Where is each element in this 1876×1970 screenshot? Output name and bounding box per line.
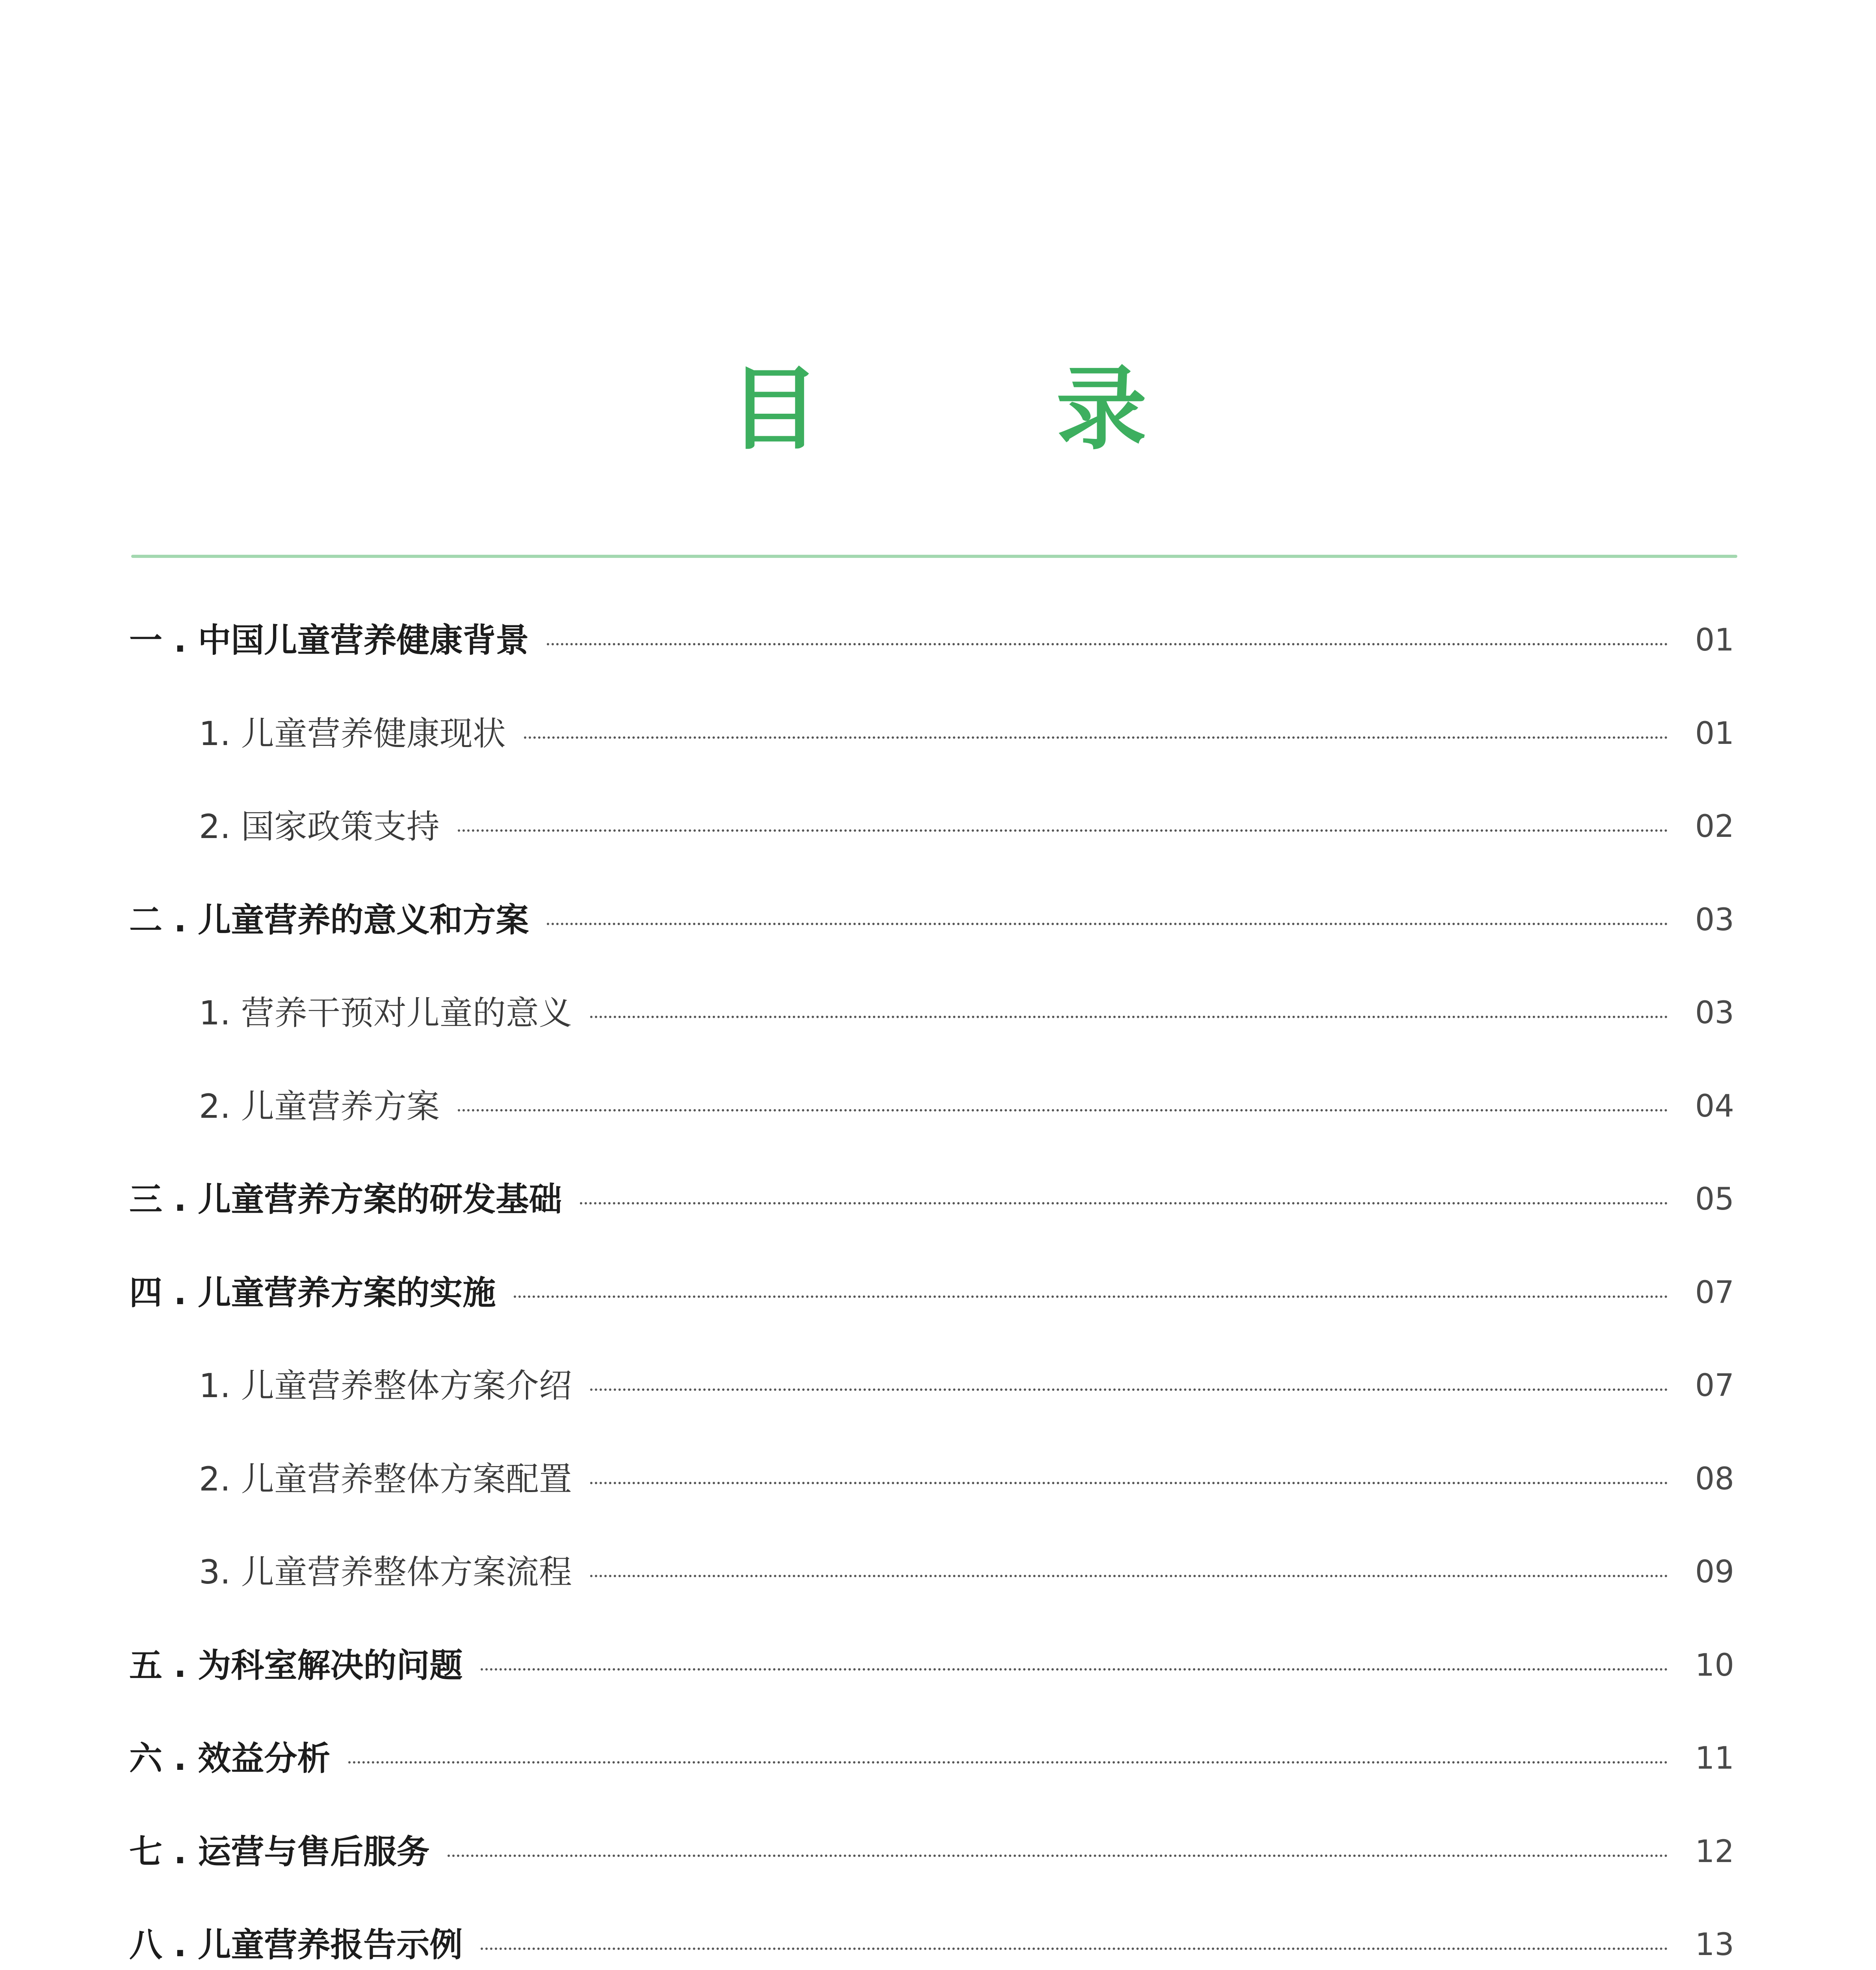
toc-page-number: 10 — [1695, 1648, 1734, 1683]
toc-entry[interactable] — [129, 1727, 1734, 1790]
toc-page-number: 01 — [1695, 623, 1734, 658]
toc-entry-label: 七 . 运营与售后服务 — [129, 1832, 430, 1871]
toc-dot-leader — [590, 1575, 1668, 1577]
toc-page-number: 03 — [1695, 995, 1734, 1031]
toc-entry[interactable] — [129, 888, 1734, 952]
toc-page-number: 02 — [1695, 809, 1734, 844]
toc-dot-leader — [590, 1482, 1668, 1484]
toc-dot-leader — [481, 1668, 1668, 1671]
toc-entry-label: 1. 儿童营养健康现状 — [199, 714, 506, 753]
toc-dot-leader — [590, 1388, 1668, 1391]
toc-page-number: 07 — [1695, 1368, 1734, 1403]
toc-page-number: 04 — [1695, 1089, 1734, 1124]
toc-entry[interactable] — [199, 1075, 1734, 1138]
toc-page-number: 07 — [1695, 1275, 1734, 1310]
toc-page-number: 05 — [1695, 1182, 1734, 1217]
toc-entry[interactable] — [129, 1261, 1734, 1324]
toc-entry-label: 二 . 儿童营养的意义和方案 — [129, 901, 529, 939]
toc-entry-label: 四 . 儿童营养方案的实施 — [129, 1273, 496, 1312]
toc-dot-leader — [458, 1109, 1668, 1111]
toc-dot-leader — [590, 1016, 1668, 1018]
toc-entry[interactable] — [199, 702, 1734, 765]
toc-entry[interactable] — [129, 1634, 1734, 1697]
toc-entry[interactable] — [199, 1354, 1734, 1417]
toc-dot-leader — [481, 1948, 1668, 1950]
toc-entry[interactable] — [199, 1448, 1734, 1511]
toc-entry[interactable] — [199, 1541, 1734, 1604]
toc-dot-leader — [348, 1761, 1668, 1764]
toc-entry[interactable] — [129, 1913, 1734, 1970]
toc-dot-leader — [547, 923, 1668, 925]
toc-dot-leader — [448, 1855, 1668, 1857]
toc-entry-label: 五 . 为科室解决的问题 — [129, 1646, 463, 1685]
toc-entry-label: 三 . 儿童营养方案的研发基础 — [129, 1180, 562, 1219]
toc-dot-leader — [547, 643, 1668, 645]
toc-entry-label: 3. 儿童营养整体方案流程 — [199, 1553, 572, 1591]
toc-dot-leader — [580, 1202, 1668, 1204]
toc-page-number: 13 — [1695, 1927, 1734, 1963]
toc-entry-label: 1. 儿童营养整体方案介绍 — [199, 1366, 572, 1405]
toc-entry-label: 2. 国家政策支持 — [199, 807, 440, 846]
toc-entry-label: 2. 儿童营养整体方案配置 — [199, 1460, 572, 1498]
toc-entry[interactable] — [129, 1168, 1734, 1231]
toc-page-number: 01 — [1695, 716, 1734, 751]
toc-page-number: 12 — [1695, 1834, 1734, 1870]
toc-dot-leader — [514, 1295, 1668, 1298]
toc-entry[interactable] — [129, 1820, 1734, 1883]
toc-entry[interactable] — [129, 609, 1734, 672]
toc-entry-label: 一 . 中国儿童营养健康背景 — [129, 621, 529, 660]
toc-entry[interactable] — [199, 981, 1734, 1044]
toc-entry-label: 2. 儿童营养方案 — [199, 1087, 440, 1126]
toc-page-number: 03 — [1695, 902, 1734, 938]
toc-dot-leader — [524, 736, 1668, 739]
toc-entry-label: 八 . 儿童营养报告示例 — [129, 1925, 463, 1964]
toc-page-number: 11 — [1695, 1741, 1734, 1776]
toc-dot-leader — [458, 829, 1668, 832]
toc-entry-label: 1. 营养干预对儿童的意义 — [199, 994, 572, 1032]
toc-entry[interactable] — [199, 795, 1734, 858]
toc-entry-label: 六 . 效益分析 — [129, 1739, 331, 1778]
toc-page-number: 08 — [1695, 1461, 1734, 1497]
page-title: 目 录 — [729, 357, 1250, 462]
toc-page-number: 09 — [1695, 1554, 1734, 1590]
